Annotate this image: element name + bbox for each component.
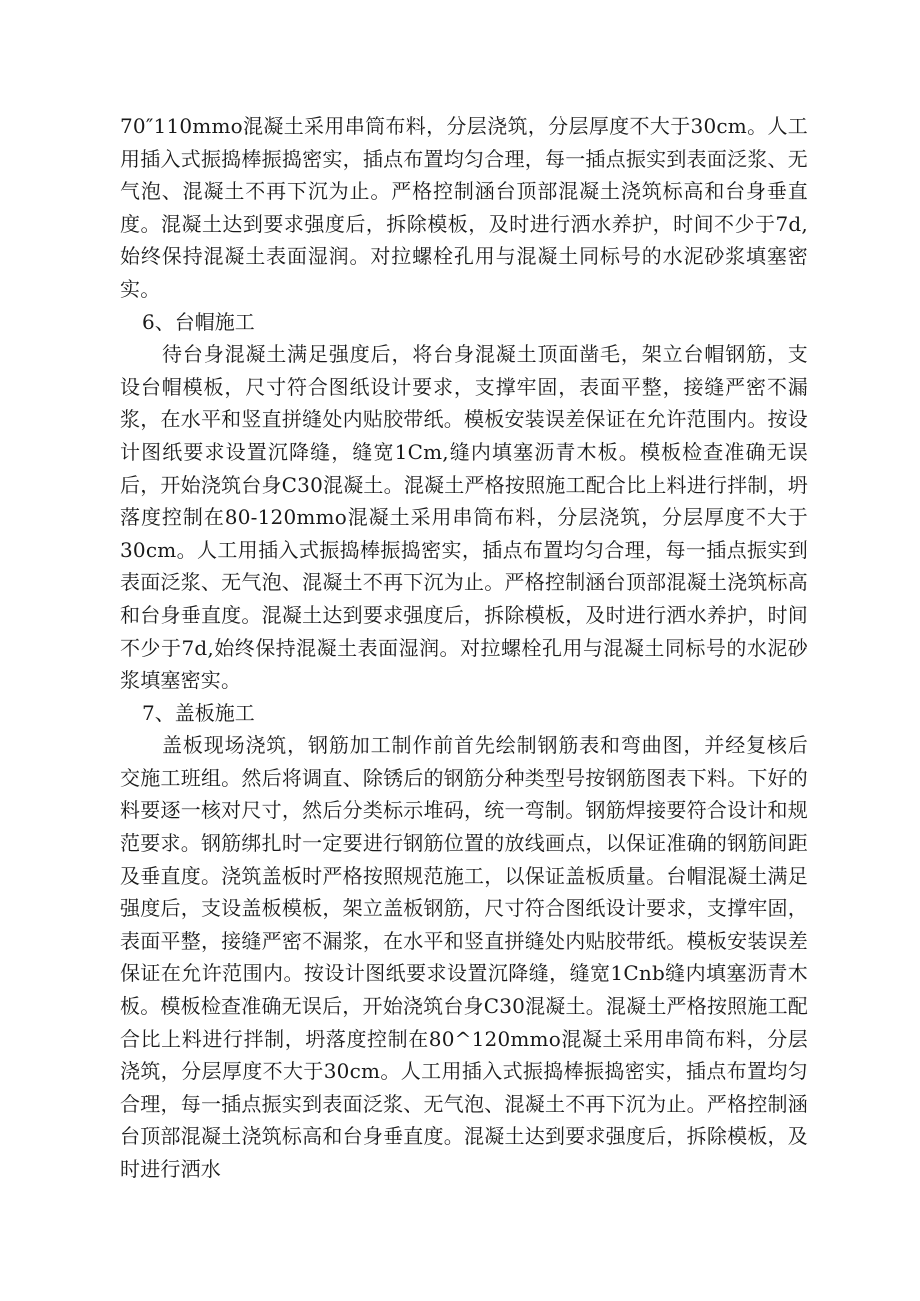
paragraph-continued-pouring: 70″110mmo混凝土采用串筒布料，分层浇筑，分层厚度不大于30cm。人工用插入式振捣棒振捣密实，插点布置均匀合理，每一插点振实到表面泛浆、无气泡、混凝土不再下沉为止。严格控制涵台顶部混凝土浇筑标高和台身垂直度。混凝土达到要求强度后，拆除模板，及时进行洒水养护，时间不少于7d,始终保持混凝土表面湿润。对拉螺栓孔用与混凝土同标号的水泥砂浆填塞密实。 [120,114,808,301]
document-page [120,110,808,1186]
section-heading-cap-construction: 6、台帽施工 [142,309,255,334]
paragraph-cap-construction: 待台身混凝土满足强度后，将台身混凝土顶面凿毛，架立台帽钢筋，支设台帽模板，尺寸符合图纸设计要求，支撑牢固，表面平整，接缝严密不漏浆，在水平和竖直拼缝处内贴胶带纸。模板安装误差保证在允许范围内。按设计图纸要求设置沉降缝，缝宽1Cm,缝内填塞沥青木板。模板检查准确无误后，开始浇筑台身C30混凝土。混凝土严格按照施工配合比上料进行拌制，坍落度控制在80-120mmo混凝土采用串筒布料，分层浇筑，分层厚度不大于30cm。人工用插入式振捣棒振捣密实，插点布置均匀合理，每一插点振实到表面泛浆、无气泡、混凝土不再下沉为止。严格控制涵台顶部混凝土浇筑标高和台身垂直度。混凝土达到要求强度后，拆除模板，及时进行洒水养护，时间不少于7d,始终保持混凝土表面湿润。对拉螺栓孔用与混凝土同标号的水泥砂浆填塞密实。 [120,342,808,693]
section-heading-cover-slab-construction: 7、盖板施工 [142,700,255,725]
paragraph-cover-slab-construction: 盖板现场浇筑，钢筋加工制作前首先绘制钢筋表和弯曲图，并经复核后交施工班组。然后将调直、除锈后的钢筋分种类型号按钢筋图表下料。下好的料要逐一核对尺寸，然后分类标示堆码，统一弯制。钢筋焊接要符合设计和规范要求。钢筋绑扎时一定要进行钢筋位置的放线画点，以保证准确的钢筋间距及垂直度。浇筑盖板时严格按照规范施工，以保证盖板质量。台帽混凝土满足强度后，支设盖板模板，架立盖板钢筋，尺寸符合图纸设计要求，支撑牢固，表面平整，接缝严密不漏浆，在水平和竖直拼缝处内贴胶带纸。模板安装误差保证在允许范围内。按设计图纸要求设置沉降缝，缝宽1Cnb缝内填塞沥青木板。模板检查准确无误后，开始浇筑台身C30混凝土。混凝土严格按照施工配合比上料进行拌制，坍落度控制在80^120mmo混凝土采用串筒布料，分层浇筑，分层厚度不大于30cm。人工用插入式振捣棒振捣密实，插点布置均匀合理，每一插点振实到表面泛浆、无气泡、混凝土不再下沉为止。严格控制涵台顶部混凝土浇筑标高和台身垂直度。混凝土达到要求强度后，拆除模板，及时进行洒水 [120,733,808,1181]
